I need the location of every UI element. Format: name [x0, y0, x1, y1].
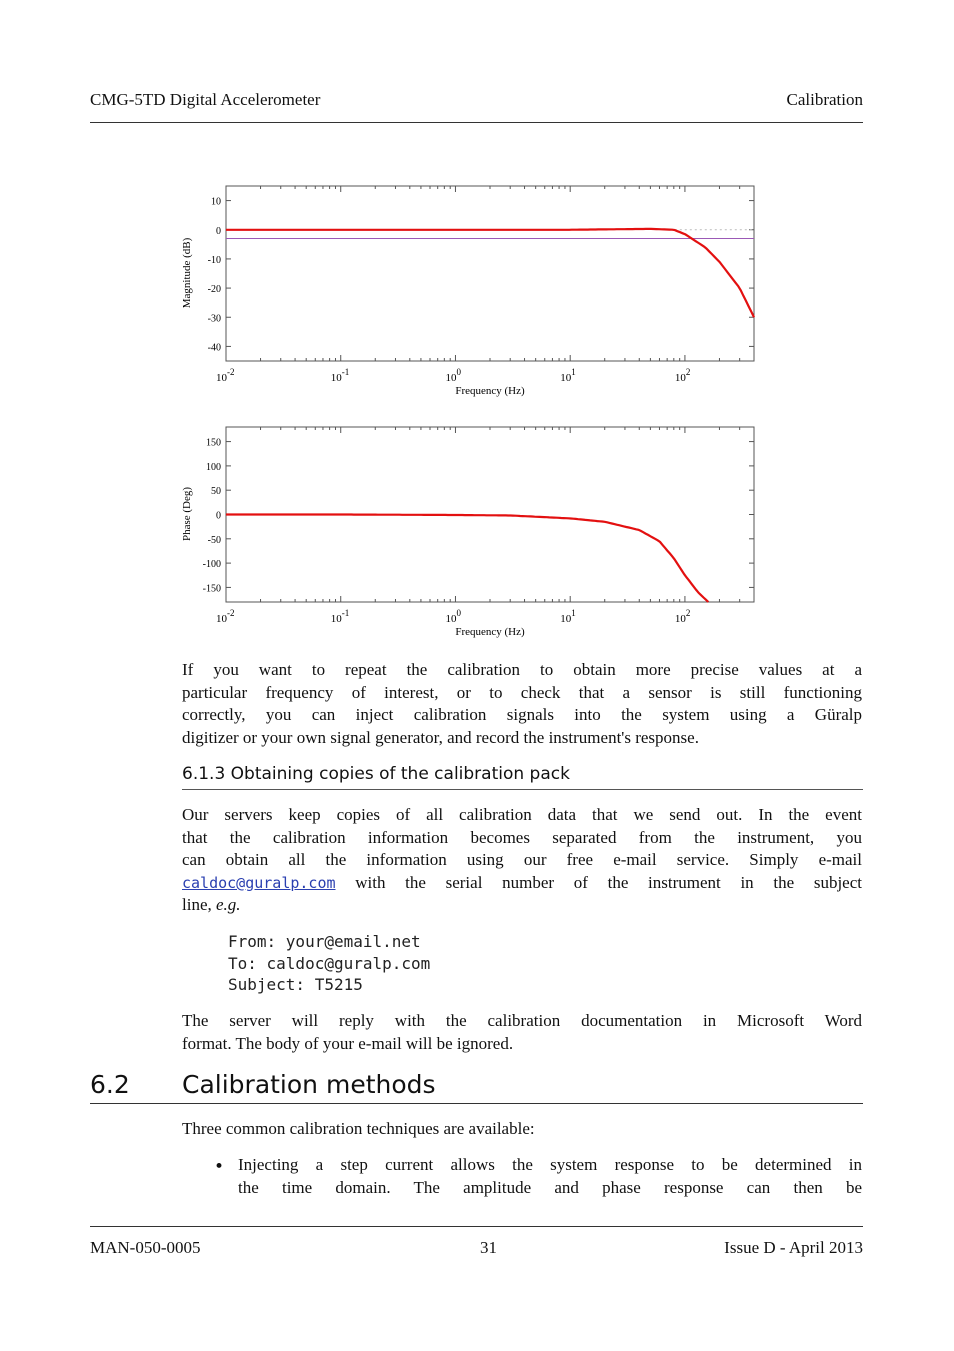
p3-line: The server will reply with the calibration documentation in Microsoft Word	[182, 1011, 862, 1030]
caldoc-email-link[interactable]: caldoc@guralp.com	[182, 873, 336, 892]
y-tick-label: 10	[211, 196, 221, 208]
magnitude-series-line	[226, 229, 754, 317]
y-tick-label: 150	[206, 437, 221, 449]
section-6-2-rule	[90, 1103, 863, 1104]
phase-chart	[170, 416, 770, 646]
p2-line: line,	[182, 895, 216, 914]
phase-xlabel: Frequency (Hz)	[455, 626, 525, 638]
footer-issue: Issue D - April 2013	[724, 1238, 863, 1257]
y-tick-label: -40	[207, 342, 221, 354]
section-rule	[182, 789, 863, 790]
x-tick-label: $10^{-1}$	[330, 608, 350, 625]
p3-line: format. The body of your e-mail will be ignored.	[182, 1033, 514, 1053]
paragraph-repeat-calibration	[182, 659, 862, 749]
x-tick-label: $10^2$	[674, 608, 691, 625]
paragraph-servers	[182, 804, 862, 917]
y-tick-label: 0	[216, 225, 221, 237]
bullet-marker: •	[214, 1157, 225, 1177]
phase-series-line	[226, 515, 708, 603]
p1-line: digitizer or your own signal generator, and record the instrument's response.	[182, 727, 699, 747]
bullet-line: Injecting a step current allows the system response to be determined in	[238, 1155, 862, 1174]
x-tick-label: $10^0$	[445, 608, 461, 625]
y-tick-label: -100	[202, 559, 221, 571]
p2-line: that the calibration information becomes separated from the instrument, you	[182, 827, 862, 847]
paragraph-techniques: Three common calibration techniques are available:	[182, 1119, 535, 1138]
y-tick-label: -20	[207, 284, 221, 296]
footer-rule	[90, 1226, 863, 1227]
bullet-step-current	[238, 1154, 862, 1199]
section-heading-6-1-3: 6.1.3 Obtaining copies of the calibration pack	[182, 764, 570, 784]
p1-line: particular frequency of interest, or to check that a sensor is still functioning	[182, 682, 862, 702]
bullet-line: the time domain. The amplitude and phase response can then be	[238, 1177, 862, 1197]
header-rule	[90, 122, 863, 123]
phase-ylabel: Phase (Deg)	[181, 486, 193, 542]
magnitude-plot-frame	[226, 186, 754, 361]
y-tick-label: -50	[207, 534, 221, 546]
magnitude-ylabel: Magnitude (dB)	[181, 237, 193, 309]
p2-line: can obtain all the information using our free e-mail service. Simply e-mail	[182, 850, 862, 869]
magnitude-chart	[170, 175, 770, 405]
email-example-block	[228, 931, 430, 996]
section-number-6-2: 6.2	[90, 1070, 130, 1099]
email-to-line: To: caldoc@guralp.com	[228, 953, 431, 973]
y-tick-label: -30	[207, 313, 221, 325]
x-tick-label: $10^{-2}$	[216, 608, 235, 625]
y-tick-label: 100	[206, 461, 221, 473]
p1-line: correctly, you can inject calibration signals into the system using a Güralp	[182, 705, 862, 724]
x-tick-label: $10^1$	[560, 608, 576, 625]
x-tick-label: $10^{-1}$	[330, 367, 350, 384]
eg-abbreviation: e.g.	[216, 895, 241, 914]
magnitude-xlabel: Frequency (Hz)	[455, 385, 525, 397]
p1-line: If you want to repeat the calibration to obtain more precise values at a	[182, 660, 862, 679]
x-tick-label: $10^2$	[674, 367, 691, 384]
x-tick-label: $10^0$	[445, 367, 461, 384]
p2-line: Our servers keep copies of all calibration data that we send out. In the event	[182, 805, 862, 824]
email-subject-line: Subject: T5215	[228, 975, 363, 994]
y-tick-label: -150	[202, 583, 221, 595]
footer-doc-number: MAN-050-0005	[90, 1238, 201, 1257]
x-tick-label: $10^{-2}$	[216, 367, 235, 384]
section-heading-calibration-methods: Calibration methods	[182, 1070, 436, 1099]
paragraph-server-reply	[182, 1010, 862, 1055]
p2-line-rest: with the serial number of the instrument in the subject	[335, 872, 862, 892]
y-tick-label: -10	[207, 254, 221, 266]
y-tick-label: 0	[216, 510, 221, 522]
running-header-section: Calibration	[786, 90, 863, 109]
y-tick-label: 50	[211, 486, 221, 498]
footer-page-number: 31	[480, 1238, 497, 1257]
running-header-title: CMG-5TD Digital Accelerometer	[90, 90, 321, 109]
email-from-line: From: your@email.net	[228, 932, 421, 951]
x-tick-label: $10^1$	[560, 367, 576, 384]
